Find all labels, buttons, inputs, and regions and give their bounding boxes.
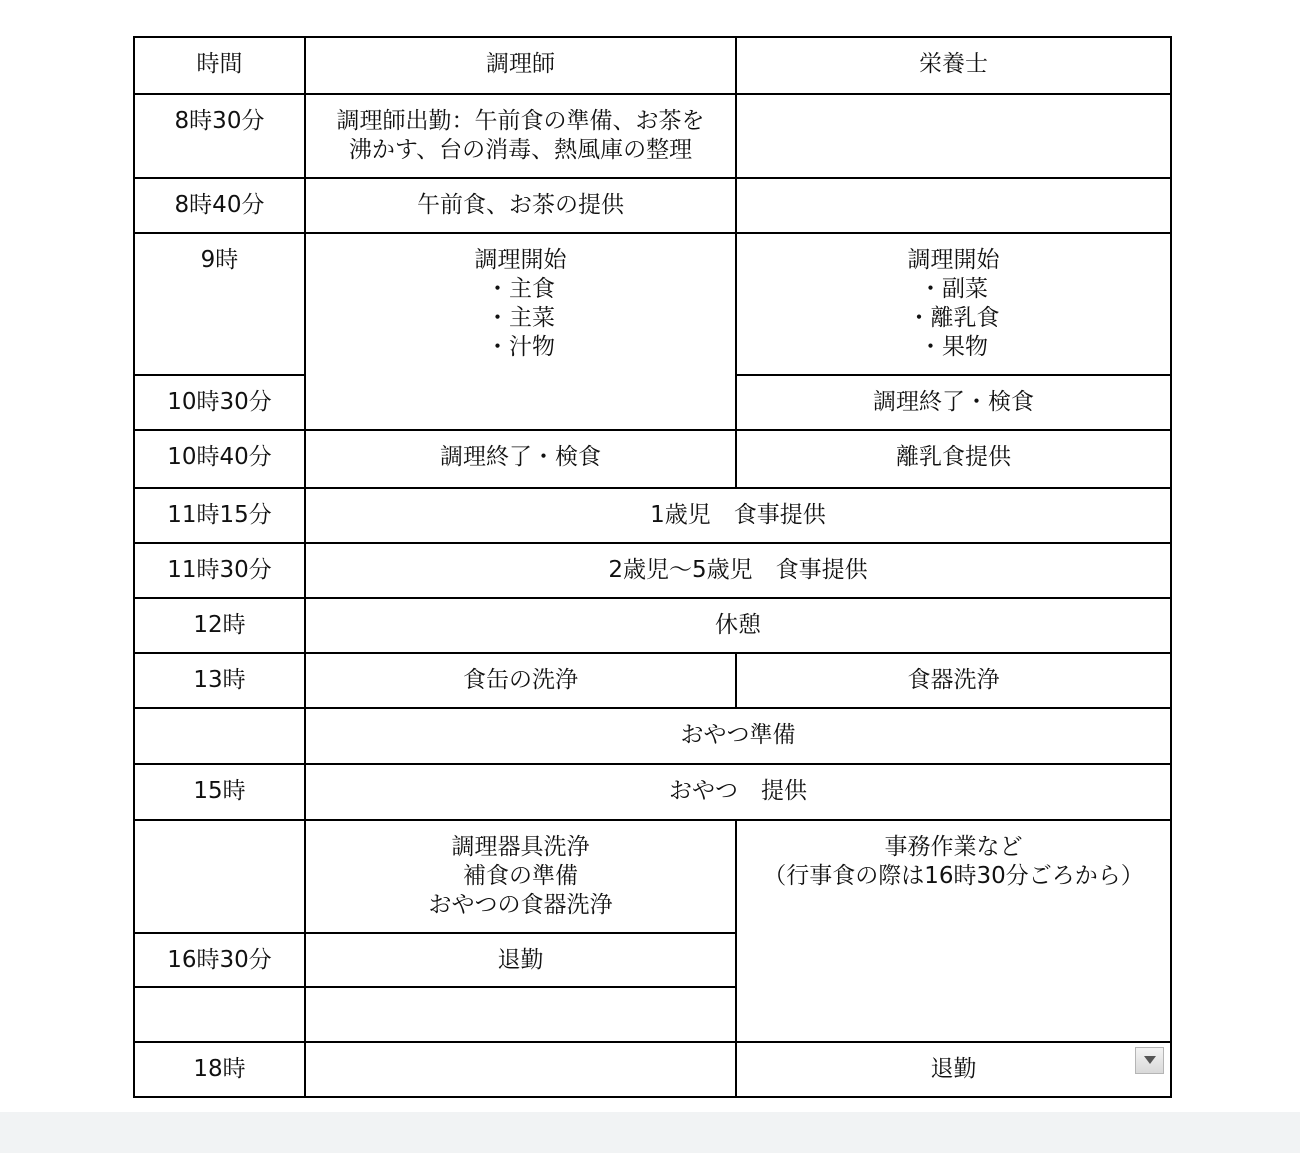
header-time: 時間 xyxy=(134,37,305,94)
header-cook: 調理師 xyxy=(305,37,736,94)
nutritionist-cell-line: （行事食の際は16時30分ごろから） xyxy=(763,863,1144,889)
table-row xyxy=(134,653,1171,708)
time-cell: 9時 xyxy=(134,233,305,375)
time-cell: 8時40分 xyxy=(134,178,305,233)
header-row xyxy=(134,37,1171,94)
cook-cell xyxy=(305,233,736,430)
cook-cell: 食缶の洗浄 xyxy=(305,653,736,708)
nutritionist-cell-line: 事務作業など xyxy=(884,834,1023,860)
cook-cell: 午前食、お茶の提供 xyxy=(305,178,736,233)
time-cell: 13時 xyxy=(134,653,305,708)
dropdown-button[interactable] xyxy=(1135,1047,1164,1074)
time-cell: 11時15分 xyxy=(134,488,305,543)
cook-cell-line: 調理師出勤：午前食の準備、お茶を xyxy=(336,108,705,134)
table-row xyxy=(134,708,1171,764)
nutritionist-cell xyxy=(736,94,1171,178)
table-row xyxy=(134,820,1171,933)
cook-cell-line: おやつの食器洗浄 xyxy=(428,892,613,918)
shared-cell: 2歳児～5歳児 食事提供 xyxy=(305,543,1171,598)
time-cell: 15時 xyxy=(134,764,305,820)
cook-cell-line: 調理器具洗浄 xyxy=(451,834,590,860)
nutritionist-cell-line: ・果物 xyxy=(919,334,988,360)
nutritionist-cell xyxy=(736,820,1171,1042)
time-cell xyxy=(134,708,305,764)
cook-cell-line: ・主食 xyxy=(486,276,555,302)
nutritionist-cell-line: 調理開始 xyxy=(907,247,1000,273)
nutritionist-cell xyxy=(736,233,1171,375)
cook-cell-line: ・汁物 xyxy=(486,334,555,360)
table-row xyxy=(134,1042,1171,1097)
cook-cell xyxy=(305,987,736,1042)
time-cell: 10時30分 xyxy=(134,375,305,430)
cook-cell xyxy=(305,1042,736,1097)
nutritionist-cell-line: ・離乳食 xyxy=(907,305,1000,331)
cook-cell-line: 補食の準備 xyxy=(463,863,578,889)
nutritionist-cell-line: ・副菜 xyxy=(919,276,988,302)
time-cell: 11時30分 xyxy=(134,543,305,598)
shared-cell: おやつ 提供 xyxy=(305,764,1171,820)
cook-cell-line: ・主菜 xyxy=(486,305,555,331)
cook-cell: 退勤 xyxy=(305,933,736,987)
table-row xyxy=(134,94,1171,178)
table-row xyxy=(134,543,1171,598)
time-cell: 8時30分 xyxy=(134,94,305,178)
page-bottom-bar xyxy=(0,1112,1300,1153)
cook-cell xyxy=(305,820,736,933)
table-row xyxy=(134,488,1171,543)
table-row xyxy=(134,178,1171,233)
nutritionist-cell: 離乳食提供 xyxy=(736,430,1171,488)
shared-cell: 1歳児 食事提供 xyxy=(305,488,1171,543)
table-row xyxy=(134,233,1171,375)
nutritionist-cell xyxy=(736,178,1171,233)
shared-cell: 休憩 xyxy=(305,598,1171,653)
time-cell: 16時30分 xyxy=(134,933,305,987)
cook-cell xyxy=(305,94,736,178)
time-cell xyxy=(134,820,305,933)
time-cell: 18時 xyxy=(134,1042,305,1097)
shared-cell: おやつ準備 xyxy=(305,708,1171,764)
table-row xyxy=(134,430,1171,488)
nutritionist-cell: 調理終了・検食 xyxy=(736,375,1171,430)
chevron-down-icon xyxy=(1144,1056,1156,1064)
cook-cell-line: 調理開始 xyxy=(474,247,567,273)
time-cell: 10時40分 xyxy=(134,430,305,488)
time-cell: 12時 xyxy=(134,598,305,653)
header-nutritionist: 栄養士 xyxy=(736,37,1171,94)
nutritionist-cell: 退勤 xyxy=(736,1042,1171,1097)
table-row xyxy=(134,598,1171,653)
cook-cell-line: 沸かす、台の消毒、熱風庫の整理 xyxy=(348,137,693,163)
time-cell xyxy=(134,987,305,1042)
schedule-table xyxy=(133,36,1172,1098)
nutritionist-cell: 食器洗浄 xyxy=(736,653,1171,708)
table-row xyxy=(134,764,1171,820)
cook-cell: 調理終了・検食 xyxy=(305,430,736,488)
